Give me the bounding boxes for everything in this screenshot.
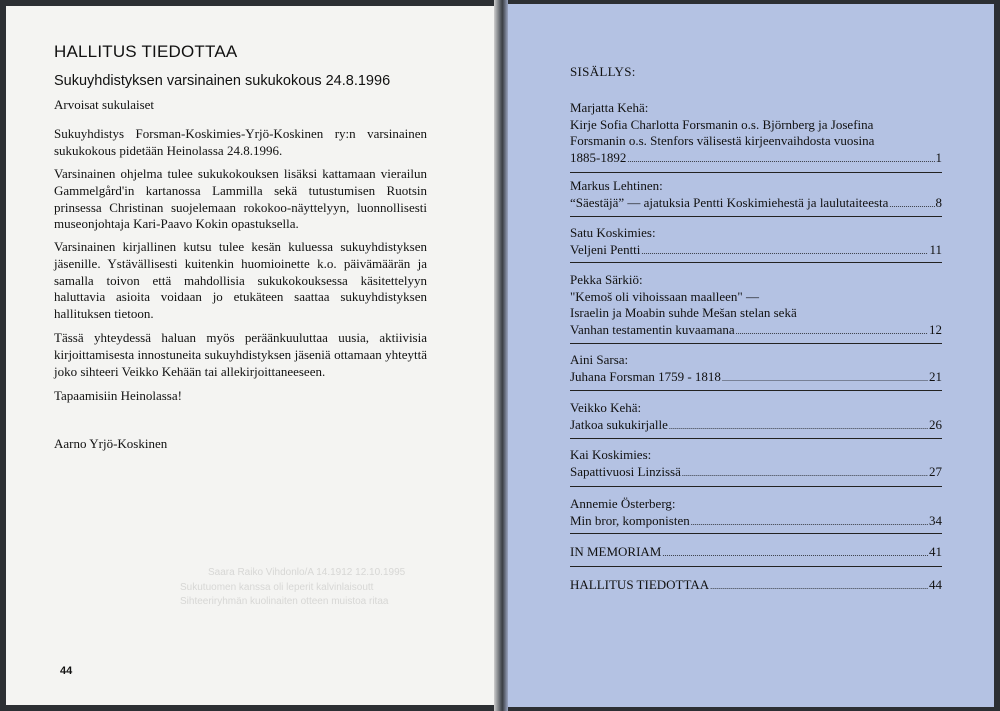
toc-title: “Säestäjä” — ajatuksia Pentti Koskimiehestä ja laulutaiteesta xyxy=(570,194,889,210)
toc-row xyxy=(570,577,942,596)
book-gutter xyxy=(494,0,508,711)
toc-row xyxy=(570,150,942,169)
closing: Tapaamisiin Heinolassa! xyxy=(54,388,182,403)
toc-entry xyxy=(570,400,942,435)
toc-author: Pekka Särkiö: xyxy=(570,272,643,287)
greeting: Arvoisat sukulaiset xyxy=(54,97,155,112)
toc-row xyxy=(570,417,942,436)
page-title: HALLITUS TIEDOTTAA xyxy=(54,42,238,61)
toc-author: Marjatta Kehä: xyxy=(570,100,649,115)
toc-title: HALLITUS TIEDOTTAA xyxy=(570,577,710,592)
toc-title: IN MEMORIAM xyxy=(570,544,662,559)
toc-row xyxy=(570,544,942,563)
divider xyxy=(570,262,942,263)
toc-page: 34 xyxy=(929,512,942,528)
toc-title-line: Israelin ja Moabin suhde Mešan stelan sekä xyxy=(570,305,797,320)
divider xyxy=(570,390,942,391)
toc-entry xyxy=(570,100,942,168)
toc-row xyxy=(570,464,942,483)
toc-page: 21 xyxy=(929,368,942,384)
toc-title: Vanhan testamentin kuvaamana xyxy=(570,321,735,337)
toc-page: 11 xyxy=(929,241,942,257)
paragraph-program: Varsinainen ohjelma tulee sukukokouksen lisäksi kattamaan vierailun Gammelgård'in kartanossa Lammilla sekä tutustumisen Ruotsin prinsessa Christinan suojelemaan rokokoo-näyttelyyn, luonnollisesti museonjohtaja Kari-Paavo Kokin opastuksella. xyxy=(54,166,427,232)
toc-author: Satu Koskimies: xyxy=(570,225,656,240)
toc-row xyxy=(570,195,942,214)
toc-title-line: "Kemoš oli vihoissaan maalleen" — xyxy=(570,288,759,304)
toc-page: 8 xyxy=(935,194,942,210)
toc-entry xyxy=(570,272,942,340)
show-through-text: Saara Raiko Vihdonlo/A 14.1912 12.10.1995 xyxy=(208,567,406,578)
page-subtitle: Sukuyhdistyksen varsinainen sukukokous 24.8.1996 xyxy=(54,73,391,89)
divider xyxy=(570,566,942,567)
page-number: 44 xyxy=(60,665,73,677)
toc-title: Juhana Forsman 1759 - 1818 xyxy=(570,368,721,384)
toc-page: 12 xyxy=(929,321,942,337)
toc-author: Aini Sarsa: xyxy=(570,352,629,367)
toc-author: Kai Koskimies: xyxy=(570,447,652,462)
toc-page: 1 xyxy=(935,149,942,165)
signature: Aarno Yrjö-Koskinen xyxy=(54,436,168,451)
dot-leader xyxy=(682,464,928,483)
dot-leader xyxy=(691,513,928,532)
toc-page: 44 xyxy=(929,577,942,592)
toc-title: 1885-1892 xyxy=(570,149,627,165)
toc-title: Veljeni Pentti xyxy=(570,241,641,257)
divider xyxy=(570,343,942,344)
toc-title-line: Kirje Sofia Charlotta Forsmanin o.s. Björnberg ja Josefina xyxy=(570,116,874,132)
divider xyxy=(570,172,942,173)
dot-leader xyxy=(662,544,928,563)
toc-entry xyxy=(570,352,942,387)
toc-page: 41 xyxy=(929,544,942,559)
divider xyxy=(570,486,942,487)
toc-row xyxy=(570,513,942,532)
toc-entry xyxy=(570,544,942,563)
dot-leader xyxy=(627,150,934,169)
toc-heading: SISÄLLYS: xyxy=(570,64,636,79)
toc-title: Jatkoa sukukirjalle xyxy=(570,416,668,432)
toc-title: Min bror, komponisten xyxy=(570,512,690,528)
toc-author: Annemie Österberg: xyxy=(570,496,676,511)
divider xyxy=(570,533,942,534)
toc-entry xyxy=(570,447,942,482)
toc-title: Sapattivuosi Linzissä xyxy=(570,463,681,479)
show-through-text: Sukutuomen kanssa oli leperit kalvinlaisoutt xyxy=(180,582,374,593)
toc-entry xyxy=(570,178,942,213)
dot-leader xyxy=(669,417,928,436)
toc-entry xyxy=(570,577,942,596)
paragraph-intro: Sukuyhdistys Forsman-Koskimies-Yrjö-Koskinen ry:n varsinainen sukukokous pidetään Heinolassa 24.8.1996. xyxy=(54,126,427,158)
toc-page: 26 xyxy=(929,416,942,432)
dot-leader xyxy=(641,242,928,261)
toc-entry xyxy=(570,496,942,531)
divider xyxy=(570,216,942,217)
toc-page: 27 xyxy=(929,463,942,479)
toc-row xyxy=(570,242,942,261)
dot-leader xyxy=(722,369,928,388)
dot-leader xyxy=(889,195,934,214)
paragraph-call: Tässä yhteydessä haluan myös peräänkuuluttaa uusia, aktiivisia kirjoittamisesta innostuneita sukuyhdistyksen jäseniä ottamaan yhteyttä joko sihteeri Veikko Kehään tai allekirjoittaneeseen. xyxy=(54,330,427,379)
dot-leader xyxy=(710,577,928,596)
toc-title-line: Forsmanin o.s. Stenfors välisestä kirjeenvaihdosta vuosina xyxy=(570,133,875,148)
toc-entry xyxy=(570,225,942,260)
dot-leader xyxy=(736,322,928,341)
toc-row xyxy=(570,369,942,388)
paragraph-invitation: Varsinainen kirjallinen kutsu tulee kesän kuluessa sukuyhdistyksen jäsenille. Ystävällisesti kuitenkin huomioinette k.o. päivämäärän ja samalla toivon että mahdollisia sukukokouksessa käsitettelyyn haluttavia asioita voidaan jo etukäteen saattaa sukuyhdistyksen hallituksen tietoon. xyxy=(54,239,427,322)
divider xyxy=(570,438,942,439)
show-through-text: Sihteeriryhmän kuolinaiten otteen muistoa ritaa xyxy=(180,596,389,607)
toc-row xyxy=(570,322,942,341)
toc-author: Markus Lehtinen: xyxy=(570,178,663,193)
toc-author: Veikko Kehä: xyxy=(570,400,642,415)
